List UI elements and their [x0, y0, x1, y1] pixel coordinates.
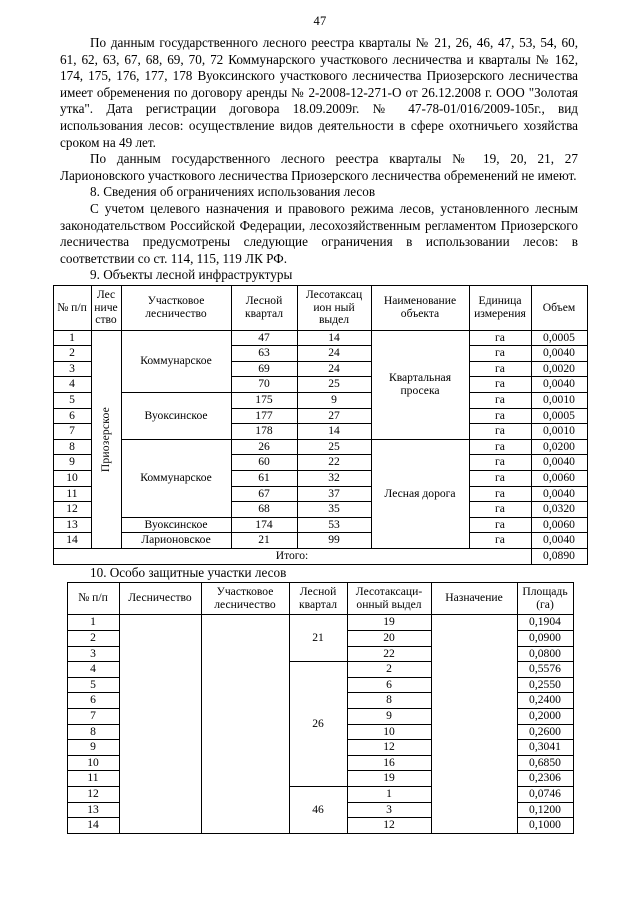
cell-volume: 0,0060 — [531, 517, 587, 533]
table-row — [53, 533, 587, 549]
header-object-name: Наименование объекта — [371, 285, 469, 330]
cell-taxation-unit: 2 — [347, 662, 431, 678]
cell-no: 1 — [67, 615, 119, 631]
cell-taxation-unit: 1 — [347, 786, 431, 802]
cell-district-forestry: Вуоксинское — [121, 517, 231, 533]
cell-volume: 0,0040 — [531, 486, 587, 502]
table-row — [53, 517, 587, 533]
cell-district-forestry: Коммунарское — [121, 439, 231, 517]
cell-no: 8 — [53, 439, 91, 455]
cell-area: 0,0746 — [517, 786, 573, 802]
cell-unit: га — [469, 502, 531, 518]
cell-taxation-unit: 22 — [347, 646, 431, 662]
cell-volume: 0,0040 — [531, 455, 587, 471]
cell-taxation-unit: 16 — [347, 755, 431, 771]
header-taxation-unit: Лесотаксац ион ный выдел — [297, 285, 371, 330]
cell-taxation-unit: 25 — [297, 377, 371, 393]
forestry-vertical-label: Приозерское — [98, 406, 112, 472]
header-district-forestry: Участковое лесничество — [201, 583, 289, 615]
cell-volume: 0,0040 — [531, 533, 587, 549]
cell-no: 7 — [67, 708, 119, 724]
cell-purpose — [431, 615, 517, 833]
cell-unit: га — [469, 517, 531, 533]
cell-taxation-unit: 35 — [297, 502, 371, 518]
cell-unit: га — [469, 471, 531, 487]
cell-no: 3 — [67, 646, 119, 662]
cell-no: 4 — [53, 377, 91, 393]
cell-taxation-unit: 12 — [347, 740, 431, 756]
header-no: № п/п — [53, 285, 91, 330]
cell-no: 6 — [67, 693, 119, 709]
cell-taxation-unit: 6 — [347, 677, 431, 693]
paragraph-lease-info: По данным государственного лесного реестра кварталы № 21, 26, 46, 47, 53, 54, 60, 61, 62, 63, 67, 68, 69, 70, 72 Коммунарского участкового лесничества и кварталы № 162, 174, 175, 176, 177, 178 Вуоксинского участкового лесничества Приозерского лесничества имеет обременения по договору аренды № 2-2008-12-271-О от 26.12.2008 г. ООО "Золотая утка". Дата регистрации договора 18.09.2009г. № 47-78-01/016/2009-105г., вид использования лесов: осуществление видов деятельности в сфере охотничьего хозяйства сроком на 49 лет. — [60, 35, 578, 150]
cell-taxation-unit: 99 — [297, 533, 371, 549]
cell-district-forestry: Вуоксинское — [121, 393, 231, 440]
cell-no: 11 — [53, 486, 91, 502]
header-volume: Объем — [531, 285, 587, 330]
cell-no: 14 — [67, 818, 119, 834]
cell-quarter: 174 — [231, 517, 297, 533]
cell-quarter: 46 — [289, 786, 347, 833]
protective-areas-body — [67, 615, 573, 833]
cell-taxation-unit: 53 — [297, 517, 371, 533]
cell-district-forestry — [201, 615, 289, 833]
cell-volume: 0,0005 — [531, 330, 587, 346]
table-row — [53, 439, 587, 455]
cell-quarter: 26 — [289, 662, 347, 787]
cell-area: 0,0900 — [517, 630, 573, 646]
cell-taxation-unit: 8 — [347, 693, 431, 709]
cell-area: 0,3041 — [517, 740, 573, 756]
cell-taxation-unit: 9 — [347, 708, 431, 724]
cell-taxation-unit: 25 — [297, 439, 371, 455]
section-10-caption: 10. Особо защитные участки лесов — [90, 564, 287, 580]
cell-unit: га — [469, 439, 531, 455]
cell-no: 13 — [53, 517, 91, 533]
cell-no: 10 — [53, 471, 91, 487]
header-quarter: Лесной квартал — [289, 583, 347, 615]
header-no: № п/п — [67, 583, 119, 615]
section-8-text: С учетом целевого назначения и правового режима лесов, установленного лесным законодательством Российской Федерации, лесохозяйственным регламентом Приозерского лесничества предусмотрены следующие ограничения в использовании лесов: в соответствии со ст. 114, 115, 119 ЛК РФ. — [60, 200, 578, 266]
cell-area: 0,2400 — [517, 693, 573, 709]
cell-quarter: 178 — [231, 424, 297, 440]
cell-taxation-unit: 24 — [297, 361, 371, 377]
total-label: Итого: — [53, 549, 531, 565]
cell-no: 6 — [53, 408, 91, 424]
forest-infrastructure-body — [53, 330, 587, 564]
cell-area: 0,2550 — [517, 677, 573, 693]
cell-unit: га — [469, 377, 531, 393]
cell-taxation-unit: 12 — [347, 818, 431, 834]
cell-area: 0,5576 — [517, 662, 573, 678]
cell-no: 1 — [53, 330, 91, 346]
cell-no: 8 — [67, 724, 119, 740]
cell-quarter: 21 — [289, 615, 347, 662]
section-9-caption: 9. Объекты лесной инфраструктуры — [90, 267, 293, 283]
header-area: Площадь (га) — [517, 583, 573, 615]
table-header-row — [53, 285, 587, 330]
cell-volume: 0,0200 — [531, 439, 587, 455]
cell-district-forestry: Коммунарское — [121, 330, 231, 392]
cell-quarter: 47 — [231, 330, 297, 346]
cell-volume: 0,0060 — [531, 471, 587, 487]
cell-volume: 0,0320 — [531, 502, 587, 518]
document-page — [0, 14, 640, 919]
cell-quarter: 70 — [231, 377, 297, 393]
cell-taxation-unit: 14 — [297, 330, 371, 346]
cell-taxation-unit: 10 — [347, 724, 431, 740]
cell-unit: га — [469, 408, 531, 424]
cell-taxation-unit: 14 — [297, 424, 371, 440]
cell-no: 5 — [53, 393, 91, 409]
cell-unit: га — [469, 346, 531, 362]
protective-areas-table-wrap — [0, 582, 640, 834]
cell-volume: 0,0040 — [531, 377, 587, 393]
cell-taxation-unit: 24 — [297, 346, 371, 362]
cell-area: 0,2600 — [517, 724, 573, 740]
table-row — [53, 330, 587, 346]
cell-unit: га — [469, 533, 531, 549]
cell-no: 9 — [67, 740, 119, 756]
total-volume: 0,0890 — [531, 549, 587, 565]
section-8-heading: 8. Сведения об ограничениях использования лесов — [90, 184, 376, 200]
cell-area: 0,2306 — [517, 771, 573, 787]
cell-no: 10 — [67, 755, 119, 771]
page-number: 47 — [313, 14, 327, 28]
cell-quarter: 68 — [231, 502, 297, 518]
header-forestry: Лес ниче ство — [91, 285, 121, 330]
cell-quarter: 67 — [231, 486, 297, 502]
cell-unit: га — [469, 330, 531, 346]
cell-area: 0,1200 — [517, 802, 573, 818]
cell-unit: га — [469, 361, 531, 377]
cell-forestry-vertical — [91, 330, 121, 548]
cell-taxation-unit: 9 — [297, 393, 371, 409]
cell-area: 0,0800 — [517, 646, 573, 662]
header-unit: Единица измерения — [469, 285, 531, 330]
header-quarter: Лесной квартал — [231, 285, 297, 330]
cell-quarter: 175 — [231, 393, 297, 409]
cell-unit: га — [469, 486, 531, 502]
cell-no: 2 — [67, 630, 119, 646]
cell-volume: 0,0005 — [531, 408, 587, 424]
cell-volume: 0,0010 — [531, 424, 587, 440]
cell-area: 0,1904 — [517, 615, 573, 631]
cell-taxation-unit: 3 — [347, 802, 431, 818]
cell-no: 12 — [67, 786, 119, 802]
paragraph-no-encumbrance: По данным государственного лесного реестра кварталы № 19, 20, 21, 27 Ларионовского участкового лесничества Приозерского лесничества обременений не имеют. — [60, 151, 578, 183]
cell-volume: 0,0040 — [531, 346, 587, 362]
cell-quarter: 21 — [231, 533, 297, 549]
cell-object-name: Квартальная просека — [371, 330, 469, 439]
cell-forestry — [119, 615, 201, 833]
cell-taxation-unit: 27 — [297, 408, 371, 424]
table-row — [67, 615, 573, 631]
cell-unit: га — [469, 393, 531, 409]
cell-area: 0,2000 — [517, 708, 573, 724]
header-taxation-unit: Лесотаксаци- онный выдел — [347, 583, 431, 615]
header-district-forestry: Участковое лесничество — [121, 285, 231, 330]
protective-areas-table — [67, 582, 574, 834]
document-body — [60, 35, 578, 284]
section-10-caption-wrap — [60, 565, 578, 582]
header-forestry: Лесничество — [119, 583, 201, 615]
cell-quarter: 26 — [231, 439, 297, 455]
cell-quarter: 63 — [231, 346, 297, 362]
cell-area: 0,1000 — [517, 818, 573, 834]
cell-no: 14 — [53, 533, 91, 549]
cell-no: 11 — [67, 771, 119, 787]
cell-volume: 0,0020 — [531, 361, 587, 377]
table-row — [53, 393, 587, 409]
cell-volume: 0,0010 — [531, 393, 587, 409]
forest-infrastructure-table — [53, 285, 588, 565]
cell-quarter: 60 — [231, 455, 297, 471]
cell-taxation-unit: 22 — [297, 455, 371, 471]
forest-infrastructure-table-wrap — [0, 285, 640, 565]
cell-no: 12 — [53, 502, 91, 518]
cell-taxation-unit: 19 — [347, 615, 431, 631]
header-purpose: Назначение — [431, 583, 517, 615]
cell-taxation-unit: 19 — [347, 771, 431, 787]
cell-no: 9 — [53, 455, 91, 471]
cell-quarter: 69 — [231, 361, 297, 377]
cell-taxation-unit: 37 — [297, 486, 371, 502]
cell-unit: га — [469, 424, 531, 440]
table-header-row — [67, 583, 573, 615]
cell-no: 7 — [53, 424, 91, 440]
cell-taxation-unit: 32 — [297, 471, 371, 487]
cell-area: 0,6850 — [517, 755, 573, 771]
cell-taxation-unit: 20 — [347, 630, 431, 646]
cell-no: 13 — [67, 802, 119, 818]
cell-unit: га — [469, 455, 531, 471]
cell-no: 5 — [67, 677, 119, 693]
table-total-row — [53, 549, 587, 565]
cell-quarter: 61 — [231, 471, 297, 487]
cell-object-name: Лесная дорога — [371, 439, 469, 548]
cell-no: 3 — [53, 361, 91, 377]
cell-district-forestry: Ларионовское — [121, 533, 231, 549]
cell-no: 2 — [53, 346, 91, 362]
cell-quarter: 177 — [231, 408, 297, 424]
cell-no: 4 — [67, 662, 119, 678]
